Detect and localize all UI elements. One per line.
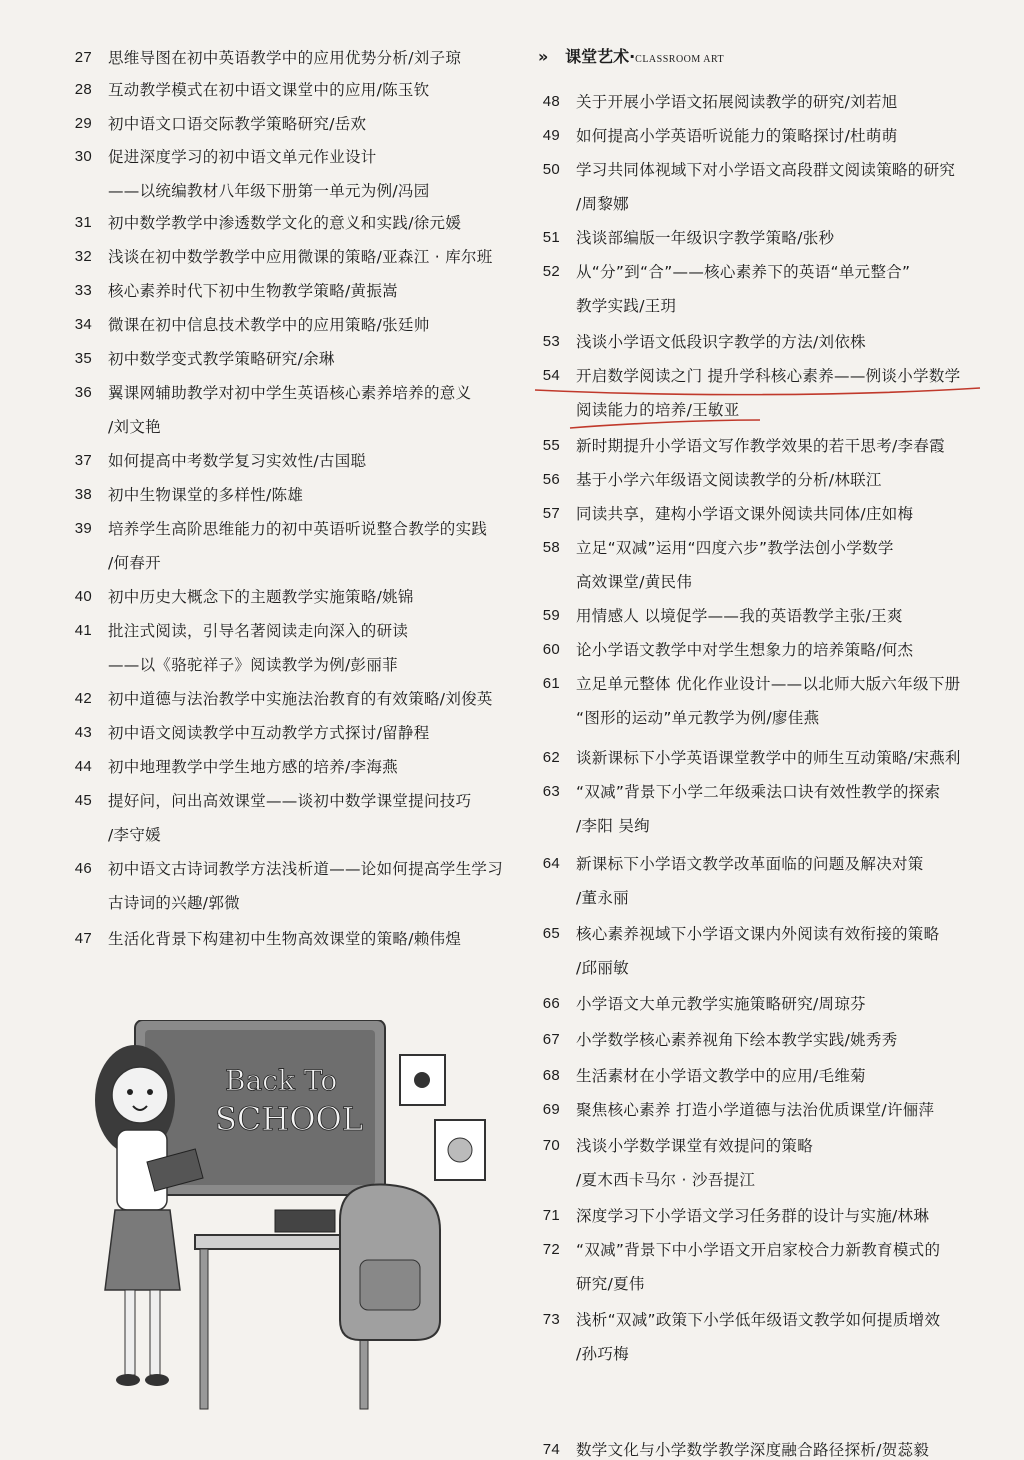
entry-number: 47 xyxy=(74,930,92,947)
entry-title: “图形的运动”单元教学为例/廖佳燕 xyxy=(576,709,820,727)
entry-number: 61 xyxy=(542,675,560,692)
entry-title: 初中数学变式教学策略研究/余琳 xyxy=(108,350,335,368)
entry-title: /孙巧梅 xyxy=(576,1345,629,1363)
entry-title: /邱丽敏 xyxy=(576,959,629,977)
entry-title: “双减”背景下小学二年级乘法口诀有效性教学的探索 xyxy=(576,783,941,801)
entry-number: 48 xyxy=(542,93,560,110)
entry-title: 教学实践/王玥 xyxy=(576,297,677,315)
entry-number: 58 xyxy=(542,539,560,556)
entry-title: 初中语文古诗词教学方法浅析道——论如何提高学生学习 xyxy=(108,860,504,878)
entry-number: 64 xyxy=(542,855,560,872)
teacher-eye-left xyxy=(127,1089,133,1095)
teacher-shoe-left xyxy=(116,1374,140,1386)
entry-number: 70 xyxy=(542,1137,560,1154)
entry-number: 52 xyxy=(542,263,560,280)
entry-title: 如何提高小学英语听说能力的策略探讨/杜萌萌 xyxy=(576,127,898,145)
entry-title: 同读共享，建构小学语文课外阅读共同体/庄如梅 xyxy=(576,505,914,523)
desk-leg-left xyxy=(200,1249,208,1409)
entry-number: 73 xyxy=(542,1311,560,1328)
entry-number: 59 xyxy=(542,607,560,624)
back-to-school-illustration xyxy=(95,1020,505,1420)
entry-number: 53 xyxy=(542,333,560,350)
entry-title: 论小学语文教学中对学生想象力的培养策略/何杰 xyxy=(576,641,914,659)
entry-number: 39 xyxy=(74,520,92,537)
section-title: 课堂艺术 xyxy=(565,47,630,66)
entry-number: 28 xyxy=(74,81,92,98)
entry-number: 40 xyxy=(74,588,92,605)
entry-number: 36 xyxy=(74,384,92,401)
entry-title: 小学语文大单元教学实施策略研究/周琼芬 xyxy=(576,995,866,1013)
header-arrow: » xyxy=(538,47,549,66)
entry-number: 57 xyxy=(542,505,560,522)
entry-number: 34 xyxy=(74,316,92,333)
teacher-eye-right xyxy=(147,1089,153,1095)
entry-number: 45 xyxy=(74,792,92,809)
entry-number: 72 xyxy=(542,1241,560,1258)
teacher-leg-right xyxy=(150,1290,160,1375)
entry-title: 批注式阅读，引导名著阅读走向深入的研读 xyxy=(108,622,409,640)
flower-icon xyxy=(414,1072,430,1088)
entry-title: 古诗词的兴趣/郭微 xyxy=(108,894,240,912)
entry-title: 如何提高中考数学复习实效性/古国聪 xyxy=(108,452,367,470)
entry-title: 初中地理教学中学生地方感的培养/李海燕 xyxy=(108,758,398,776)
teacher-shoe-right xyxy=(145,1374,169,1386)
entry-title: 浅谈部编版一年级识字教学策略/张秒 xyxy=(576,229,835,247)
entry-title: 培养学生高阶思维能力的初中英语听说整合教学的实践 xyxy=(108,520,488,538)
entry-title: 立足“双减”运用“四度六步”教学法创小学数学 xyxy=(576,539,894,557)
entry-title: 微课在初中信息技术教学中的应用策略/张廷帅 xyxy=(108,316,430,334)
entry-number: 42 xyxy=(74,690,92,707)
teacher-leg-left xyxy=(125,1290,135,1375)
entry-title: 浅析“双减”政策下小学低年级语文教学如何提质增效 xyxy=(576,1311,941,1329)
entry-number: 68 xyxy=(542,1067,560,1084)
entry-title: 学习共同体视域下对小学语文高段群文阅读策略的研究 xyxy=(576,161,956,179)
entry-title: 深度学习下小学语文学习任务群的设计与实施/林琳 xyxy=(576,1207,930,1225)
entry-title: 初中生物课堂的多样性/陈雄 xyxy=(108,486,304,504)
entry-title: 浅谈小学语文低段识字教学的方法/刘依株 xyxy=(576,333,866,351)
entry-number: 44 xyxy=(74,758,92,775)
entry-number: 67 xyxy=(542,1031,560,1048)
entry-title: 开启数学阅读之门 提升学科核心素养——例谈小学数学 xyxy=(576,367,961,385)
entry-title: 翼课网辅助教学对初中学生英语核心素养培养的意义 xyxy=(108,384,472,402)
entry-number: 62 xyxy=(542,749,560,766)
entry-title: 聚焦核心素养 打造小学道德与法治优质课堂/许俪萍 xyxy=(576,1101,935,1119)
entry-number: 56 xyxy=(542,471,560,488)
entry-number: 31 xyxy=(74,214,92,231)
entry-number: 54 xyxy=(542,367,560,384)
entry-title: 数学文化与小学数学教学深度融合路径探析/贺蕊毅 xyxy=(576,1441,930,1459)
entry-number: 29 xyxy=(74,115,92,132)
entry-title: 初中历史大概念下的主题教学实施策略/姚锦 xyxy=(108,588,414,606)
underline-stroke-2 xyxy=(570,420,760,428)
entry-number: 66 xyxy=(542,995,560,1012)
entry-title: 浅谈小学数学课堂有效提问的策略 xyxy=(576,1137,814,1155)
section-header xyxy=(538,44,724,67)
entry-title: ——以《骆驼祥子》阅读教学为例/彭丽菲 xyxy=(108,656,398,674)
entry-title: 提好问，问出高效课堂——谈初中数学课堂提问技巧 xyxy=(108,792,472,810)
teacher-skirt xyxy=(105,1210,180,1290)
entry-number: 27 xyxy=(74,49,92,66)
entry-title: /夏木西卡马尔 · 沙吾提江 xyxy=(576,1171,756,1189)
entry-title: “双减”背景下中小学语文开启家校合力新教育模式的 xyxy=(576,1241,941,1259)
entry-title: 初中语文阅读教学中互动教学方式探讨/留静程 xyxy=(108,724,430,742)
entry-number: 50 xyxy=(542,161,560,178)
entry-title: 初中道德与法治教学中实施法治教育的有效策略/刘俊英 xyxy=(108,690,493,708)
entry-number: 43 xyxy=(74,724,92,741)
entry-number: 37 xyxy=(74,452,92,469)
entry-number: 32 xyxy=(74,248,92,265)
entry-title: 研究/夏伟 xyxy=(576,1275,645,1293)
entry-number: 60 xyxy=(542,641,560,658)
entry-title: 谈新课标下小学英语课堂教学中的师生互动策略/宋燕利 xyxy=(576,749,961,767)
entry-number: 35 xyxy=(74,350,92,367)
entry-title: 生活化背景下构建初中生物高效课堂的策略/赖伟煌 xyxy=(108,930,462,948)
entry-title: /刘文艳 xyxy=(108,418,161,436)
board-text-line1: Back To xyxy=(225,1064,338,1097)
entry-title: 关于开展小学语文拓展阅读教学的研究/刘若旭 xyxy=(576,93,898,111)
entry-title: 初中数学教学中渗透数学文化的意义和实践/徐元媛 xyxy=(108,214,462,232)
entry-number: 46 xyxy=(74,860,92,877)
teacher-face xyxy=(112,1067,168,1123)
entry-title: ——以统编教材八年级下册第一单元为例/冯园 xyxy=(108,182,430,200)
backpack-pocket xyxy=(360,1260,420,1310)
entry-title: 浅谈在初中数学教学中应用微课的策略/亚森江 · 库尔班 xyxy=(108,248,493,266)
entry-number: 63 xyxy=(542,783,560,800)
bear-icon xyxy=(448,1138,472,1162)
entry-number: 33 xyxy=(74,282,92,299)
entry-number: 38 xyxy=(74,486,92,503)
books-icon xyxy=(275,1210,335,1232)
entry-title: 用情感人 以境促学——我的英语教学主张/王爽 xyxy=(576,607,903,625)
entry-title: /董永丽 xyxy=(576,889,629,907)
entry-title: 基于小学六年级语文阅读教学的分析/林联江 xyxy=(576,471,882,489)
entry-title: /李守媛 xyxy=(108,826,161,844)
entry-number: 65 xyxy=(542,925,560,942)
entry-title: 思维导图在初中英语教学中的应用优势分析/刘子琼 xyxy=(108,49,462,67)
entry-title: /何春开 xyxy=(108,554,161,572)
header-dot: · xyxy=(629,47,636,66)
entry-title: 生活素材在小学语文教学中的应用/毛维菊 xyxy=(576,1067,866,1085)
section-title-en: CLASSROOM ART xyxy=(635,54,725,65)
entry-title: 阅读能力的培养/王敏亚 xyxy=(576,401,740,419)
underline-stroke-1 xyxy=(535,388,980,395)
entry-title: 核心素养视域下小学语文课内外阅读有效衔接的策略 xyxy=(576,925,940,943)
entry-number: 55 xyxy=(542,437,560,454)
entry-title: 新课标下小学语文教学改革面临的问题及解决对策 xyxy=(576,855,924,873)
entry-title: 新时期提升小学语文写作教学效果的若干思考/李春霞 xyxy=(576,437,945,455)
entry-title: 促进深度学习的初中语文单元作业设计 xyxy=(108,148,377,166)
entry-title: 从“分”到“合”——核心素养下的英语“单元整合” xyxy=(576,263,911,281)
entry-title: 互动教学模式在初中语文课堂中的应用/陈玉钦 xyxy=(108,81,430,99)
entry-number: 49 xyxy=(542,127,560,144)
board-text-line2: SCHOOL xyxy=(215,1100,364,1138)
entry-title: 核心素养时代下初中生物教学策略/黄振嵩 xyxy=(108,282,398,300)
entry-number: 69 xyxy=(542,1101,560,1118)
entry-number: 30 xyxy=(74,148,92,165)
entry-number: 51 xyxy=(542,229,560,246)
entry-title: /周黎娜 xyxy=(576,195,629,213)
entry-title: 小学数学核心素养视角下绘本教学实践/姚秀秀 xyxy=(576,1031,898,1049)
entry-title: /李阳 吴绚 xyxy=(576,817,650,835)
entry-number: 41 xyxy=(74,622,92,639)
entry-title: 立足单元整体 优化作业设计——以北师大版六年级下册 xyxy=(576,675,961,693)
entry-number: 71 xyxy=(542,1207,560,1224)
entry-title: 初中语文口语交际教学策略研究/岳欢 xyxy=(108,115,367,133)
entry-title: 高效课堂/黄民伟 xyxy=(576,573,693,591)
entry-number: 74 xyxy=(542,1441,560,1458)
